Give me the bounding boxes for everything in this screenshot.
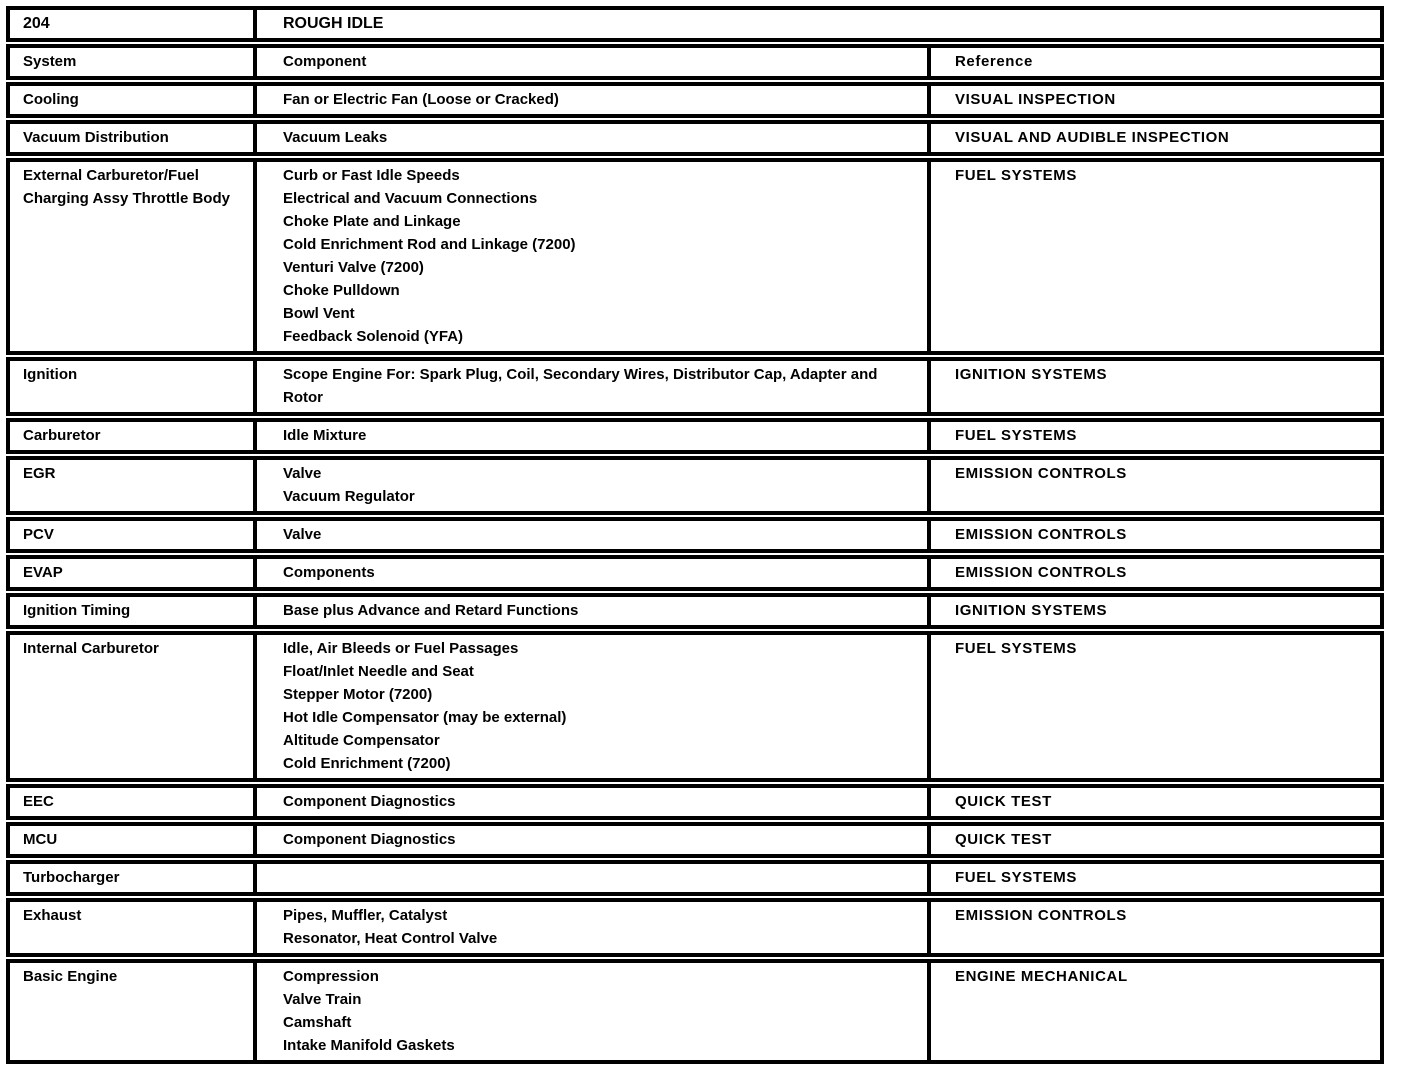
col-header-reference: Reference (927, 48, 1380, 76)
component-line: Valve (283, 465, 322, 482)
component-cell (253, 902, 927, 953)
reference-cell: FUEL SYSTEMS (927, 635, 1380, 778)
system-cell: Carburetor (23, 427, 101, 444)
system-cell: Cooling (23, 91, 79, 108)
component-line: Feedback Solenoid (YFA) (283, 328, 464, 345)
system-cell: Internal Carburetor (23, 640, 159, 657)
component-cell (253, 826, 927, 854)
reference-cell: EMISSION CONTROLS (927, 521, 1380, 549)
component-line: Valve (283, 526, 322, 543)
table-row (6, 418, 1384, 454)
table-row (6, 456, 1384, 515)
reference-cell: EMISSION CONTROLS (927, 559, 1380, 587)
component-line: Scope Engine For: Spark Plug, Coil, Secondary Wires, Distributor Cap, Adapter and Rotor (283, 366, 878, 406)
col-header-system: System (23, 53, 77, 70)
component-line: Cold Enrichment (7200) (283, 755, 451, 772)
system-cell: EEC (23, 793, 54, 810)
reference-cell: IGNITION SYSTEMS (927, 361, 1380, 412)
component-line: Pipes, Muffler, Catalyst (283, 907, 448, 924)
table-row (6, 357, 1384, 416)
reference-cell: EMISSION CONTROLS (927, 460, 1380, 511)
table-row (6, 555, 1384, 591)
component-cell (253, 864, 927, 892)
table-row (6, 82, 1384, 118)
reference-cell: QUICK TEST (927, 788, 1380, 816)
component-cell (253, 521, 927, 549)
table-row (6, 959, 1384, 1064)
component-cell (253, 559, 927, 587)
component-cell (253, 635, 927, 778)
reference-cell: IGNITION SYSTEMS (927, 597, 1380, 625)
component-line: Idle, Air Bleeds or Fuel Passages (283, 640, 519, 657)
component-line: Compression (283, 968, 379, 985)
component-line: Electrical and Vacuum Connections (283, 190, 538, 207)
component-line: Vacuum Leaks (283, 129, 388, 146)
system-cell: MCU (23, 831, 58, 848)
system-cell: Vacuum Distribution (23, 129, 169, 146)
component-line: Vacuum Regulator (283, 488, 415, 505)
reference-cell: ENGINE MECHANICAL (927, 963, 1380, 1060)
component-line: Idle Mixture (283, 427, 367, 444)
component-line: Hot Idle Compensator (may be external) (283, 709, 567, 726)
component-line: Bowl Vent (283, 305, 355, 322)
component-cell (253, 361, 927, 412)
system-cell: EGR (23, 465, 56, 482)
symptom-title: ROUGH IDLE (253, 10, 1380, 38)
reference-cell: FUEL SYSTEMS (927, 422, 1380, 450)
component-cell (253, 162, 927, 351)
system-cell: Ignition (23, 366, 78, 383)
component-line: Stepper Motor (7200) (283, 686, 433, 703)
component-line: Venturi Valve (7200) (283, 259, 424, 276)
col-header-component: Component (253, 48, 927, 76)
table-title-row (6, 6, 1384, 42)
component-cell (253, 963, 927, 1060)
component-line: Component Diagnostics (283, 793, 456, 810)
troubleshooting-table (6, 6, 1384, 1066)
component-cell (253, 124, 927, 152)
reference-cell: VISUAL INSPECTION (927, 86, 1380, 114)
component-line: Curb or Fast Idle Speeds (283, 167, 460, 184)
table-row (6, 784, 1384, 820)
component-cell (253, 86, 927, 114)
component-line: Base plus Advance and Retard Functions (283, 602, 579, 619)
reference-cell: EMISSION CONTROLS (927, 902, 1380, 953)
table-row (6, 593, 1384, 629)
system-cell: EVAP (23, 564, 63, 581)
table-row (6, 631, 1384, 782)
system-cell: Ignition Timing (23, 602, 131, 619)
reference-cell: VISUAL AND AUDIBLE INSPECTION (927, 124, 1380, 152)
table-row (6, 120, 1384, 156)
component-line: Resonator, Heat Control Valve (283, 930, 498, 947)
table-row (6, 860, 1384, 896)
component-cell (253, 422, 927, 450)
component-line: Float/Inlet Needle and Seat (283, 663, 474, 680)
reference-cell: FUEL SYSTEMS (927, 162, 1380, 351)
component-line: Components (283, 564, 375, 581)
reference-cell: QUICK TEST (927, 826, 1380, 854)
component-line: Choke Pulldown (283, 282, 400, 299)
component-line: Choke Plate and Linkage (283, 213, 461, 230)
system-cell: Basic Engine (23, 968, 118, 985)
table-body (6, 82, 1384, 1064)
component-line: Fan or Electric Fan (Loose or Cracked) (283, 91, 559, 108)
column-headers-row (6, 44, 1384, 80)
component-line: Altitude Compensator (283, 732, 440, 749)
component-line: Component Diagnostics (283, 831, 456, 848)
component-line: Intake Manifold Gaskets (283, 1037, 455, 1054)
system-cell: PCV (23, 526, 54, 543)
table-row (6, 898, 1384, 957)
component-cell (253, 788, 927, 816)
system-cell: Turbocharger (23, 869, 120, 886)
component-line: Cold Enrichment Rod and Linkage (7200) (283, 236, 576, 253)
table-row (6, 822, 1384, 858)
reference-cell: FUEL SYSTEMS (927, 864, 1380, 892)
symptom-code: 204 (23, 15, 50, 32)
component-line: Camshaft (283, 1014, 352, 1031)
system-cell: Exhaust (23, 907, 82, 924)
component-line: Valve Train (283, 991, 362, 1008)
component-cell (253, 597, 927, 625)
table-row (6, 517, 1384, 553)
system-cell: External Carburetor/Fuel Charging Assy Throttle Body (23, 167, 230, 207)
table-row (6, 158, 1384, 355)
component-cell (253, 460, 927, 511)
